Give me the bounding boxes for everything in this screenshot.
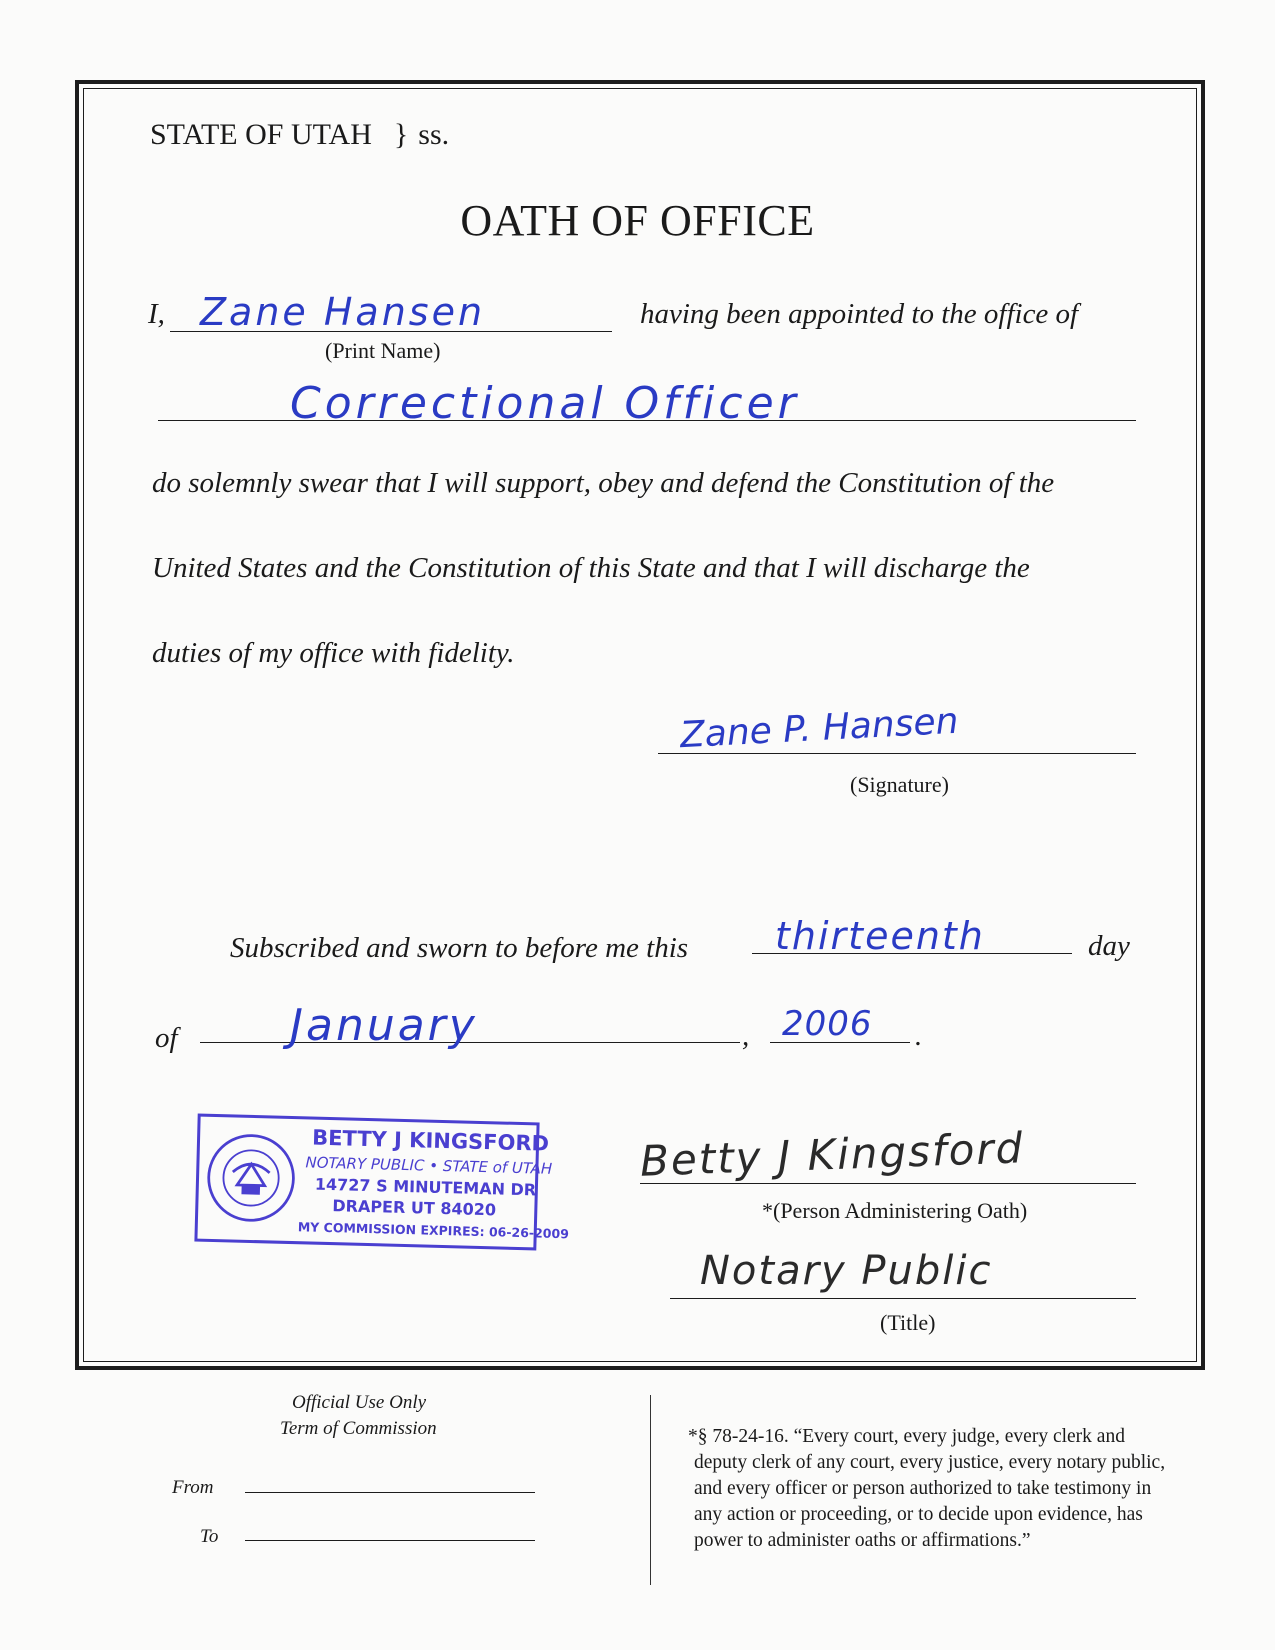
day-word: day xyxy=(1088,930,1130,962)
office-value: Correctional Officer xyxy=(290,378,800,429)
footnote-line-3: and every officer or person authorized to take testimony in xyxy=(694,1478,1152,1499)
footnote-line-5: power to administer oaths or affirmations.” xyxy=(694,1530,1031,1551)
administering-line xyxy=(640,1183,1136,1184)
term-heading: Term of Commission xyxy=(280,1418,437,1439)
from-line xyxy=(245,1492,535,1493)
oath-signature: Zane P. Hansen xyxy=(679,700,960,757)
stamp-notary-name: BETTY J KINGSFORD xyxy=(311,1125,550,1156)
period: . xyxy=(915,1020,923,1052)
official-use-heading: Official Use Only xyxy=(292,1392,427,1413)
ss-label: ss. xyxy=(418,118,450,151)
title-line xyxy=(670,1298,1136,1299)
comma: , xyxy=(742,1020,750,1052)
stamp-address: 14727 S MINUTEMAN DR xyxy=(314,1174,537,1200)
oath-line-1: do solemnly swear that I will support, obey and defend the Constitution of the xyxy=(152,467,1055,499)
sworn-text: Subscribed and sworn to before me this xyxy=(230,932,689,964)
oath-line-2: United States and the Constitution of this State and that I will discharge the xyxy=(152,552,1030,584)
from-label: From xyxy=(172,1477,214,1498)
title-handwritten: Notary Public xyxy=(700,1248,993,1294)
oath-prefix: I, xyxy=(148,298,165,330)
appointed-text: having been appointed to the office of xyxy=(640,298,1079,330)
to-line xyxy=(245,1540,535,1541)
footnote-line-1: *§ 78-24-16. “Every court, every judge, every clerk and xyxy=(688,1426,1125,1447)
stamp-title: NOTARY PUBLIC • STATE of UTAH xyxy=(305,1153,553,1178)
state-name: STATE OF UTAH xyxy=(150,118,372,151)
notary-stamp xyxy=(194,1114,570,1251)
administering-caption: *(Person Administering Oath) xyxy=(762,1198,1028,1223)
state-seal-icon xyxy=(204,1131,298,1225)
divider xyxy=(650,1395,651,1585)
statute-footnote xyxy=(688,1424,1198,1554)
signature-caption: (Signature) xyxy=(850,772,949,797)
document-title: OATH OF OFFICE xyxy=(460,196,815,245)
year-value: 2006 xyxy=(782,1004,873,1044)
day-value: thirteenth xyxy=(775,914,985,958)
title-caption: (Title) xyxy=(880,1310,936,1335)
print-name-value: Zane Hansen xyxy=(200,290,486,334)
administering-signature: Betty J Kingsford xyxy=(639,1123,1026,1186)
footnote-line-4: any action or proceeding, or to decide upon evidence, has xyxy=(694,1504,1143,1525)
stamp-city: DRAPER UT 84020 xyxy=(332,1196,497,1220)
month-value: January xyxy=(290,1000,478,1051)
footnote-line-2: deputy clerk of any court, every justice, every notary public, xyxy=(694,1452,1166,1473)
of-word: of xyxy=(155,1022,178,1054)
print-name-caption: (Print Name) xyxy=(325,338,441,363)
stamp-commission: MY COMMISSION EXPIRES: 06-26-2009 xyxy=(297,1219,570,1242)
oath-line-3: duties of my office with fidelity. xyxy=(152,637,515,669)
state-venue xyxy=(150,118,449,152)
to-label: To xyxy=(200,1526,219,1547)
brace: } xyxy=(393,118,409,151)
